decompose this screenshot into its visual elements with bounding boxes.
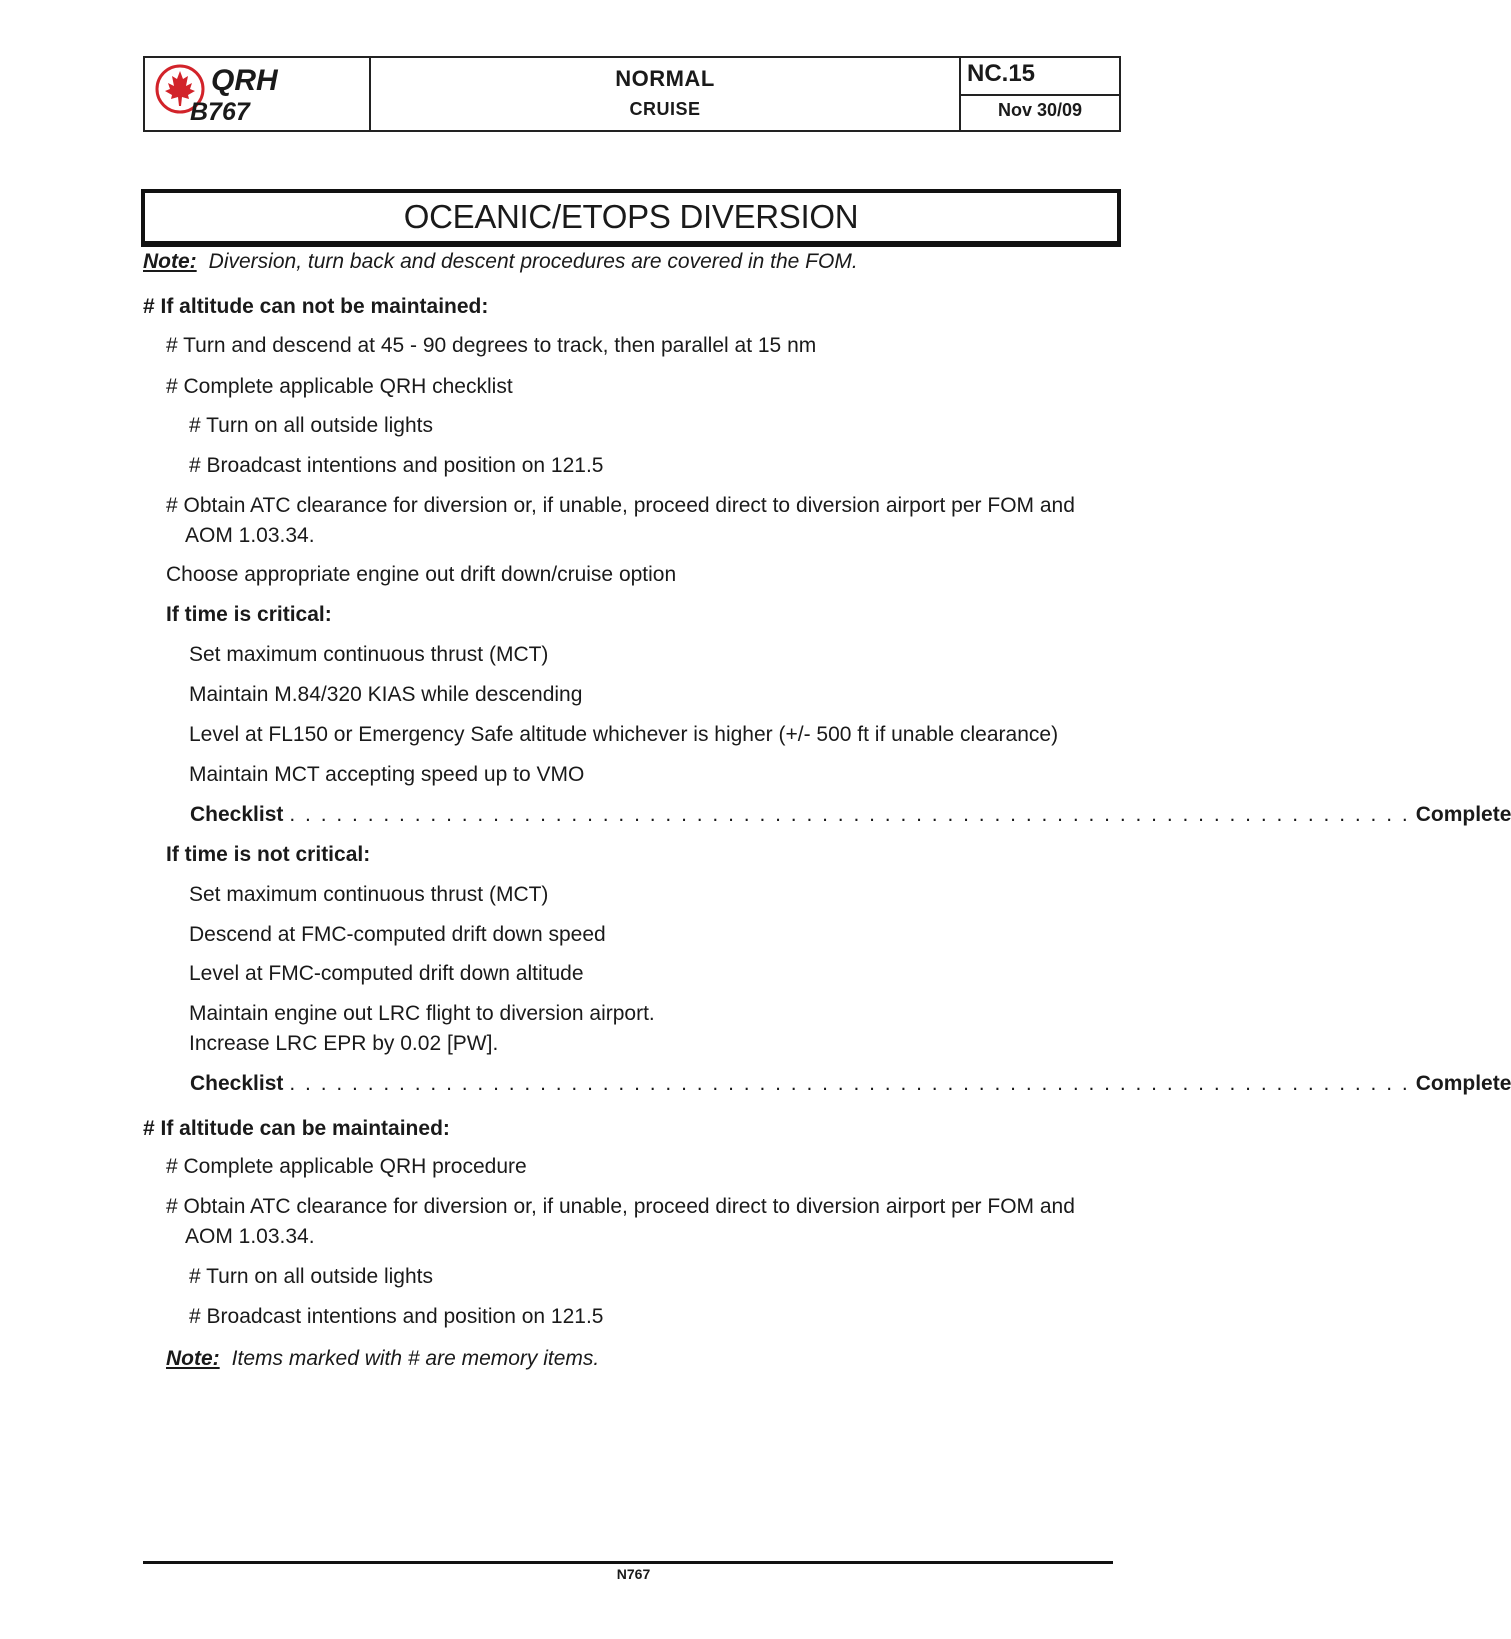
page-date: Nov 30/09	[997, 100, 1083, 120]
list-item: # Obtain ATC clearance for diversion or, if unable, proceed direct to diversion airport per FOM and	[166, 1195, 1075, 1218]
note-label: Note:	[143, 250, 197, 273]
list-item: # Complete applicable QRH checklist	[166, 375, 513, 398]
heading-can-maintain: # If altitude can be maintained:	[143, 1117, 450, 1140]
divider	[961, 94, 1119, 96]
leader-dots: . . . . . . . . . . . . . . . . . . . . . . . . . . . . . . . . . . . . . . . . . . . . . . . . . . . . . . . . . . . . . . . . . . . . . . . .	[289, 803, 1410, 826]
title-box	[141, 189, 1121, 247]
leader-dots: . . . . . . . . . . . . . . . . . . . . . . . . . . . . . . . . . . . . . . . . . . . . . . . . . . . . . . . . . . . . . . . . . . . . . . . .	[289, 1072, 1410, 1095]
list-item: Set maximum continuous thrust (MCT)	[189, 643, 549, 666]
checklist-row	[190, 1072, 1511, 1096]
checklist-row	[190, 803, 1511, 827]
checklist-label: Checklist	[190, 1072, 284, 1095]
list-item: # Complete applicable QRH procedure	[166, 1155, 527, 1178]
list-item-cont: AOM 1.03.34.	[185, 1225, 315, 1248]
list-item-cont: AOM 1.03.34.	[185, 524, 315, 547]
list-item: Maintain M.84/320 KIAS while descending	[189, 683, 583, 706]
list-item: Maintain MCT accepting speed up to VMO	[189, 763, 585, 786]
list-item: # Broadcast intentions and position on 121.5	[189, 1305, 604, 1328]
heading-cannot-maintain: # If altitude can not be maintained:	[143, 295, 489, 318]
checklist-value: Complete	[1415, 803, 1511, 826]
note-text: Diversion, turn back and descent procedures are covered in the FOM.	[208, 250, 858, 273]
list-item: # Turn and descend at 45 - 90 degrees to track, then parallel at 15 nm	[166, 334, 817, 357]
subsection-title: CRUISE	[629, 99, 701, 119]
page-header	[143, 56, 1121, 132]
note-bottom	[166, 1347, 599, 1371]
page-id-block	[961, 58, 1121, 130]
checklist-label: Checklist	[190, 803, 284, 826]
list-item: Descend at FMC-computed drift down speed	[189, 923, 606, 946]
section-block	[371, 58, 961, 130]
checklist-value: Complete	[1415, 1072, 1511, 1095]
list-item: # Obtain ATC clearance for diversion or, if unable, proceed direct to diversion airport per FOM and	[166, 494, 1075, 517]
note-label: Note:	[166, 1347, 220, 1370]
page-code: NC.15	[967, 60, 1036, 87]
list-item: # Broadcast intentions and position on 121.5	[189, 454, 604, 477]
list-item: # Turn on all outside lights	[189, 1265, 433, 1288]
note-text: Items marked with # are memory items.	[231, 1347, 600, 1370]
list-item: Set maximum continuous thrust (MCT)	[189, 883, 549, 906]
heading-time-not-critical: If time is not critical:	[166, 843, 371, 866]
page-title: OCEANIC/ETOPS DIVERSION	[403, 198, 859, 235]
list-item: Choose appropriate engine out drift down/cruise option	[166, 563, 677, 586]
logo-qrh-text: QRH	[211, 64, 278, 97]
list-item: Level at FMC-computed drift down altitude	[189, 962, 584, 985]
note-top	[143, 250, 858, 274]
list-item: Level at FL150 or Emergency Safe altitude whichever is higher (+/- 500 ft if unable clearance)	[189, 723, 1059, 746]
heading-time-critical: If time is critical:	[166, 603, 332, 626]
list-item-cont: Increase LRC EPR by 0.02 [PW].	[189, 1032, 499, 1055]
section-title: NORMAL	[615, 66, 715, 91]
list-item: # Turn on all outside lights	[189, 414, 433, 437]
logo-block	[143, 58, 371, 130]
list-item: Maintain engine out LRC flight to diversion airport.	[189, 1002, 655, 1025]
aircraft-model: B767	[190, 98, 250, 126]
footer-rule	[143, 1561, 1113, 1564]
footer-code: N767	[616, 1566, 651, 1582]
